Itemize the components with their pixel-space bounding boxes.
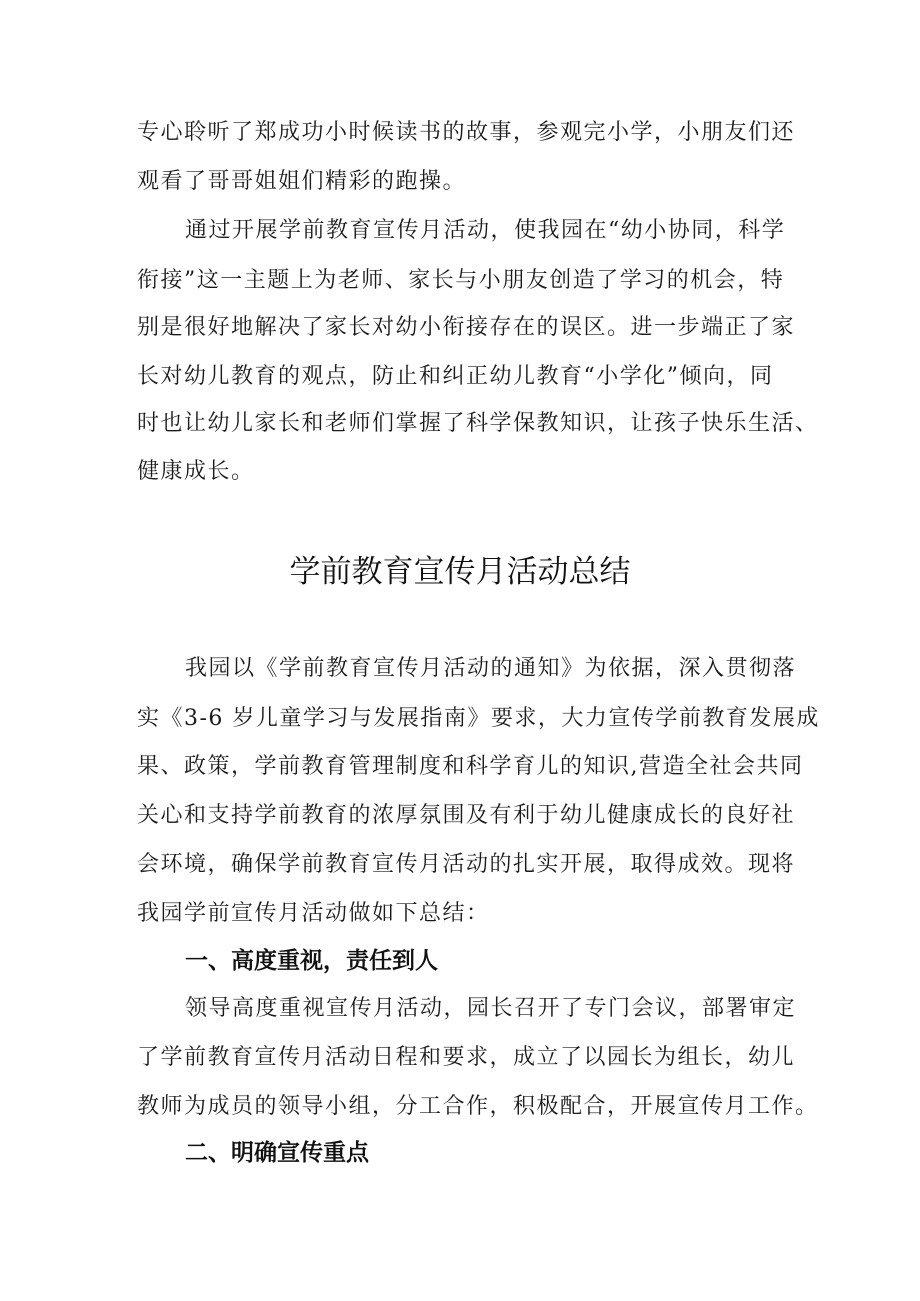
section-heading: 一、高度重视，责任到人 [185,948,438,974]
text-line: 关心和支持学前教育的浓厚氛围及有利于幼儿健康成长的良好社 [137,803,796,828]
text-line: 健康成长。 [137,459,255,484]
section-heading: 二、明确宣传重点 [185,1140,369,1166]
text-line: 我园学前宣传月活动做如下总结： [137,901,490,926]
text-line: 观看了哥哥姐姐们精彩的跑操。 [137,169,467,194]
text-line: 我园以《学前教育宣传月活动的通知》为依据，深入贯彻落 [185,656,797,681]
text-line: 领导高度重视宣传月活动，园长召开了专门会议，部署审定 [185,996,797,1021]
text-line: 长对幼儿教育的观点，防止和纠正幼儿教育“小学化”倾向，同 [137,364,774,389]
text-line: 会环境，确保学前教育宣传月活动的扎实开展，取得成效。现将 [137,852,796,877]
text-line: 专心聆听了郑成功小时候读书的故事，参观完小学，小朋友们还 [137,120,796,145]
text-line: 别是很好地解决了家长对幼小衔接存在的误区。进一步端正了家 [137,315,796,340]
text-line: 教师为成员的领导小组，分工合作，积极配合，开展宣传月工作。 [137,1094,819,1119]
text-line: 时也让幼儿家长和老师们掌握了科学保教知识，让孩子快乐生活、 [137,411,819,436]
text-line: 衔接”这一主题上为老师、家长与小朋友创造了学习的机会，特 [137,268,785,293]
text-line: 通过开展学前教育宣传月活动，使我园在“幼小协同，科学 [185,218,786,243]
text-line: 果、政策，学前教育管理制度和科学育儿的知识,营造全社会共同 [137,754,804,779]
text-line: 了学前教育宣传月活动日程和要求，成立了以园长为组长，幼儿 [137,1045,796,1070]
article-title: 学前教育宣传月活动总结 [289,554,631,590]
text-line: 实《3-6 岁儿童学习与发展指南》要求，大力宣传学前教育发展成 [137,706,820,731]
